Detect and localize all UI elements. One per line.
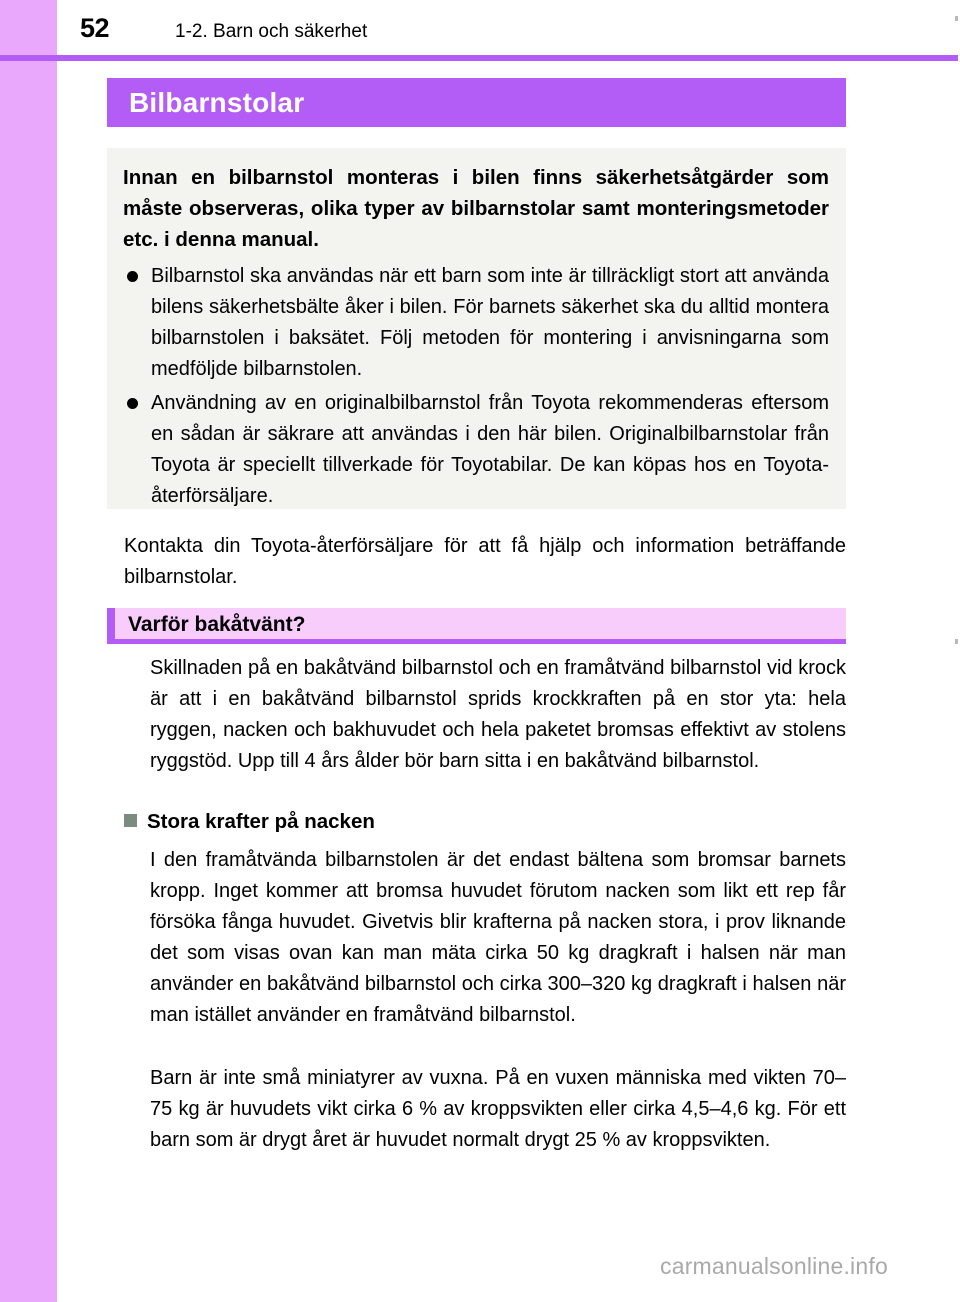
subsection-heading-bar bbox=[107, 608, 846, 644]
notice-bullet-text: Bilbarnstol ska användas när ett barn som inte är tillräckligt stort att använda bilens säkerhetsbälte åker i bilen. För barnets säkerhet ska du alltid montera bilbarnstolen i baksätet. Följ metoden för montering i anvisningarna som medföljde bilbarnstolen. bbox=[151, 265, 829, 380]
contact-paragraph: Kontakta din Toyota-återförsäljare för att få hjälp och information beträffande bilbarnstolar. bbox=[124, 535, 846, 588]
notice-bullet-text: Användning av en originalbilbarnstol från Toyota rekommenderas eftersom en sådan är säkrare att användas i den här bilen. Originalbilbarnstolar från Toyota är speciellt tillverkade för Toyotabilar. De kan köpas hos en Toyota-återförsäljare. bbox=[151, 392, 829, 507]
header-breadcrumb: 1-2. Barn och säkerhet bbox=[175, 21, 368, 42]
notice-box bbox=[107, 148, 846, 509]
header-divider-rule bbox=[57, 55, 958, 61]
round-bullet-icon bbox=[127, 398, 138, 409]
section-title: Bilbarnstolar bbox=[129, 87, 305, 118]
notice-bullet-list bbox=[123, 261, 829, 512]
children-proportions-paragraph: Barn är inte små miniatyrer av vuxna. På en vuxen människa med vikten 70–75 kg är huvudets vikt cirka 6 % av kroppsvikten eller cirka 4,5–4,6 kg. För ett barn som är drygt året är huvudet normalt drygt 25 % av kroppsvikten. bbox=[150, 1067, 846, 1151]
list-item bbox=[123, 388, 829, 512]
subsection-accent-bar bbox=[107, 608, 115, 639]
page-edge-tab-rule bbox=[0, 55, 57, 61]
subsection-heading: Varför bakåtvänt? bbox=[128, 613, 306, 636]
crop-mark-top bbox=[955, 16, 958, 21]
watermark: carmanualsonline.info bbox=[660, 1253, 888, 1279]
sub-subsection-heading bbox=[124, 810, 846, 834]
page-number: 52 bbox=[80, 13, 110, 43]
square-bullet-icon bbox=[124, 814, 137, 827]
section-title-banner bbox=[107, 78, 846, 127]
neck-forces-paragraph: I den framåtvända bilbarnstolen är det endast bältena som bromsar barnets kropp. Inget kommer att bromsa huvudet förutom nacken som likt ett rep får försöka fånga huvudet. Givetvis blir krafterna på nacken stora, i prov liknande det som visas ovan kan man mäta cirka 50 kg dragkraft i halsen när man använder en bakåtvänd bilbarnstol och cirka 300–320 kg dragkraft i halsen när man istället använder en framåtvänd bilbarnstol. bbox=[150, 849, 846, 1026]
intro-paragraph: Skillnaden på en bakåtvänd bilbarnstol och en framåtvänd bilbarnstol vid krock är att i en bakåtvänd bilbarnstol sprids krockkraften på en stor yta: hela ryggen, nacken och bakhuvudet och hela paketet bromsas effektivt av stolens ryggstöd. Upp till 4 års ålder bör barn sitta i en bakåtvänd bilbarnstol. bbox=[150, 657, 846, 772]
crop-mark-middle bbox=[955, 639, 958, 644]
notice-lead-text: Innan en bilbarnstol monteras i bilen finns säkerhetsåtgärder som måste observeras, olika typer av bilbarnstolar samt monteringsmetoder etc. i denna manual. bbox=[123, 166, 829, 251]
page-header bbox=[57, 0, 960, 55]
round-bullet-icon bbox=[127, 271, 138, 282]
list-item bbox=[123, 261, 829, 385]
page-edge-tab bbox=[0, 0, 57, 1302]
sub-subsection-heading-label: Stora krafter på nacken bbox=[147, 810, 375, 833]
